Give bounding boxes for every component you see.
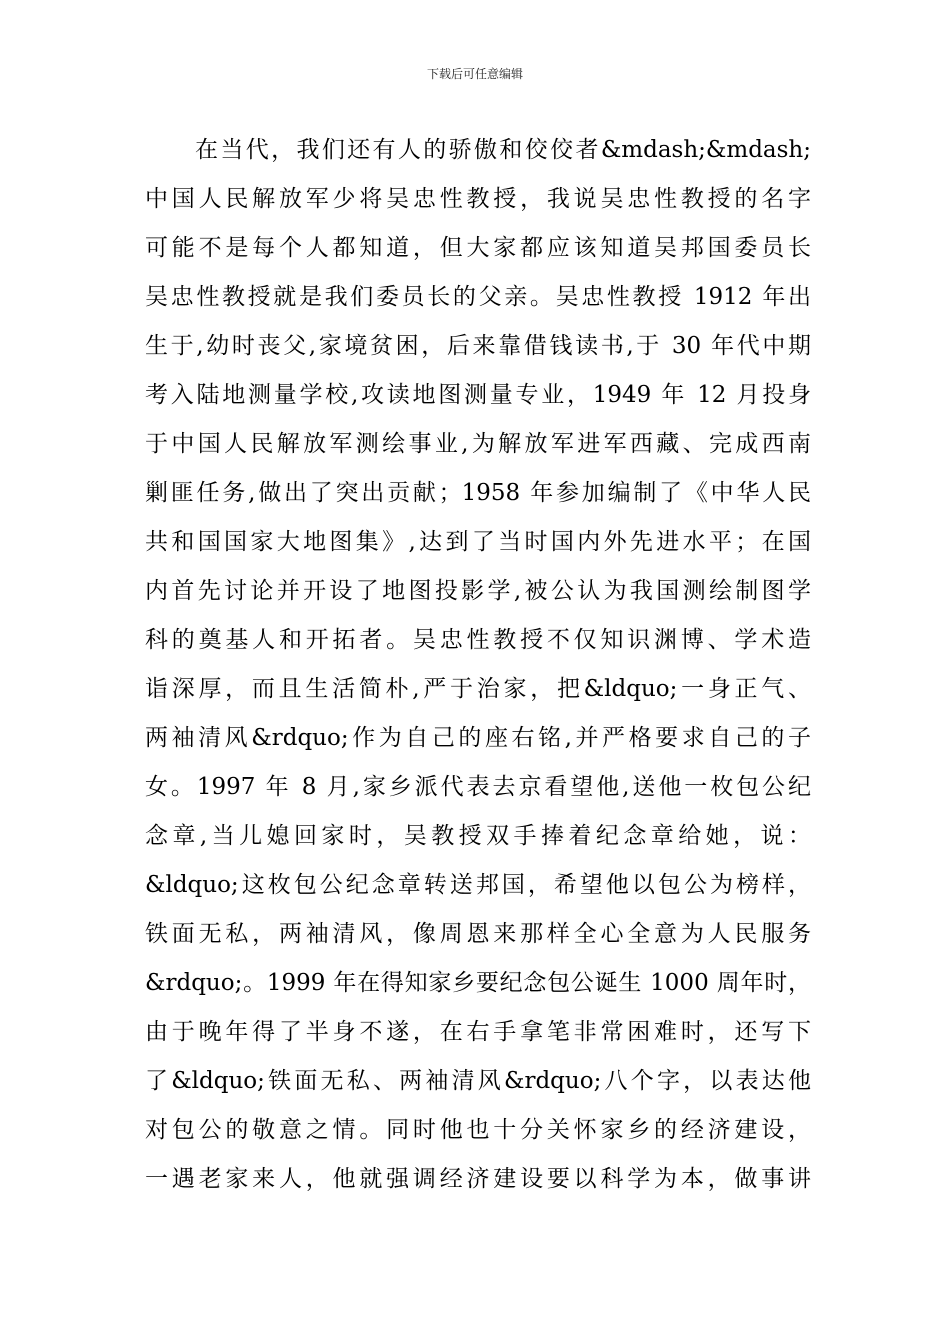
text-line: 剿匪任务,做出了突出贡献；1958 年参加编制了《中华人民 [145, 480, 811, 506]
text-line: 诣深厚，而且生活简朴,严于治家，把&ldquo;一身正气、 [145, 676, 811, 702]
text-line: 念章,当儿媳回家时，吴教授双手捧着纪念章给她，说： [145, 823, 811, 849]
text-line: 生于,幼时丧父,家境贫困，后来靠借钱读书,于 30 年代中期 [145, 333, 811, 359]
text-line: 了&ldquo;铁面无私、两袖清风&rdquo;八个字，以表达他 [145, 1068, 811, 1094]
text-line: 可能不是每个人都知道，但大家都应该知道吴邦国委员长 [145, 235, 811, 261]
text-line: 由于晚年得了半身不遂，在右手拿笔非常困难时，还写下 [145, 1019, 811, 1045]
text-line: 两袖清风&rdquo;作为自己的座右铭,并严格要求自己的子 [145, 725, 811, 751]
text-line: 一遇老家来人，他就强调经济建设要以科学为本，做事讲 [145, 1166, 811, 1192]
text-line: 科的奠基人和开拓者。吴忠性教授不仅知识渊博、学术造 [145, 627, 811, 653]
text-line: &ldquo;这枚包公纪念章转送邦国，希望他以包公为榜样， [145, 872, 811, 898]
text-line: 考入陆地测量学校,攻读地图测量专业，1949 年 12 月投身 [145, 382, 811, 408]
text-line: 女。1997 年 8 月,家乡派代表去京看望他,送他一枚包公纪 [145, 774, 811, 800]
text-line: 中国人民解放军少将吴忠性教授，我说吴忠性教授的名字 [145, 186, 811, 212]
text-line: 吴忠性教授就是我们委员长的父亲。吴忠性教授 1912 年出 [145, 284, 811, 310]
page-header: 下载后可任意编辑 [426, 67, 523, 81]
text-line: 对包公的敬意之情。同时他也十分关怀家乡的经济建设， [145, 1117, 811, 1143]
text-line: 于中国人民解放军测绘事业,为解放军进军西藏、完成西南 [145, 431, 811, 457]
text-line: 铁面无私，两袖清风，像周恩来那样全心全意为人民服务 [145, 921, 811, 947]
text-line: &rdquo;。1999 年在得知家乡要纪念包公诞生 1000 周年时， [145, 970, 811, 996]
body-text [145, 126, 811, 1204]
text-line: 内首先讨论并开设了地图投影学,被公认为我国测绘制图学 [145, 578, 811, 604]
text-line: 在当代，我们还有人的骄傲和佼佼者&mdash;&mdash; [195, 137, 811, 163]
text-line: 共和国国家大地图集》,达到了当时国内外先进水平；在国 [145, 529, 811, 555]
